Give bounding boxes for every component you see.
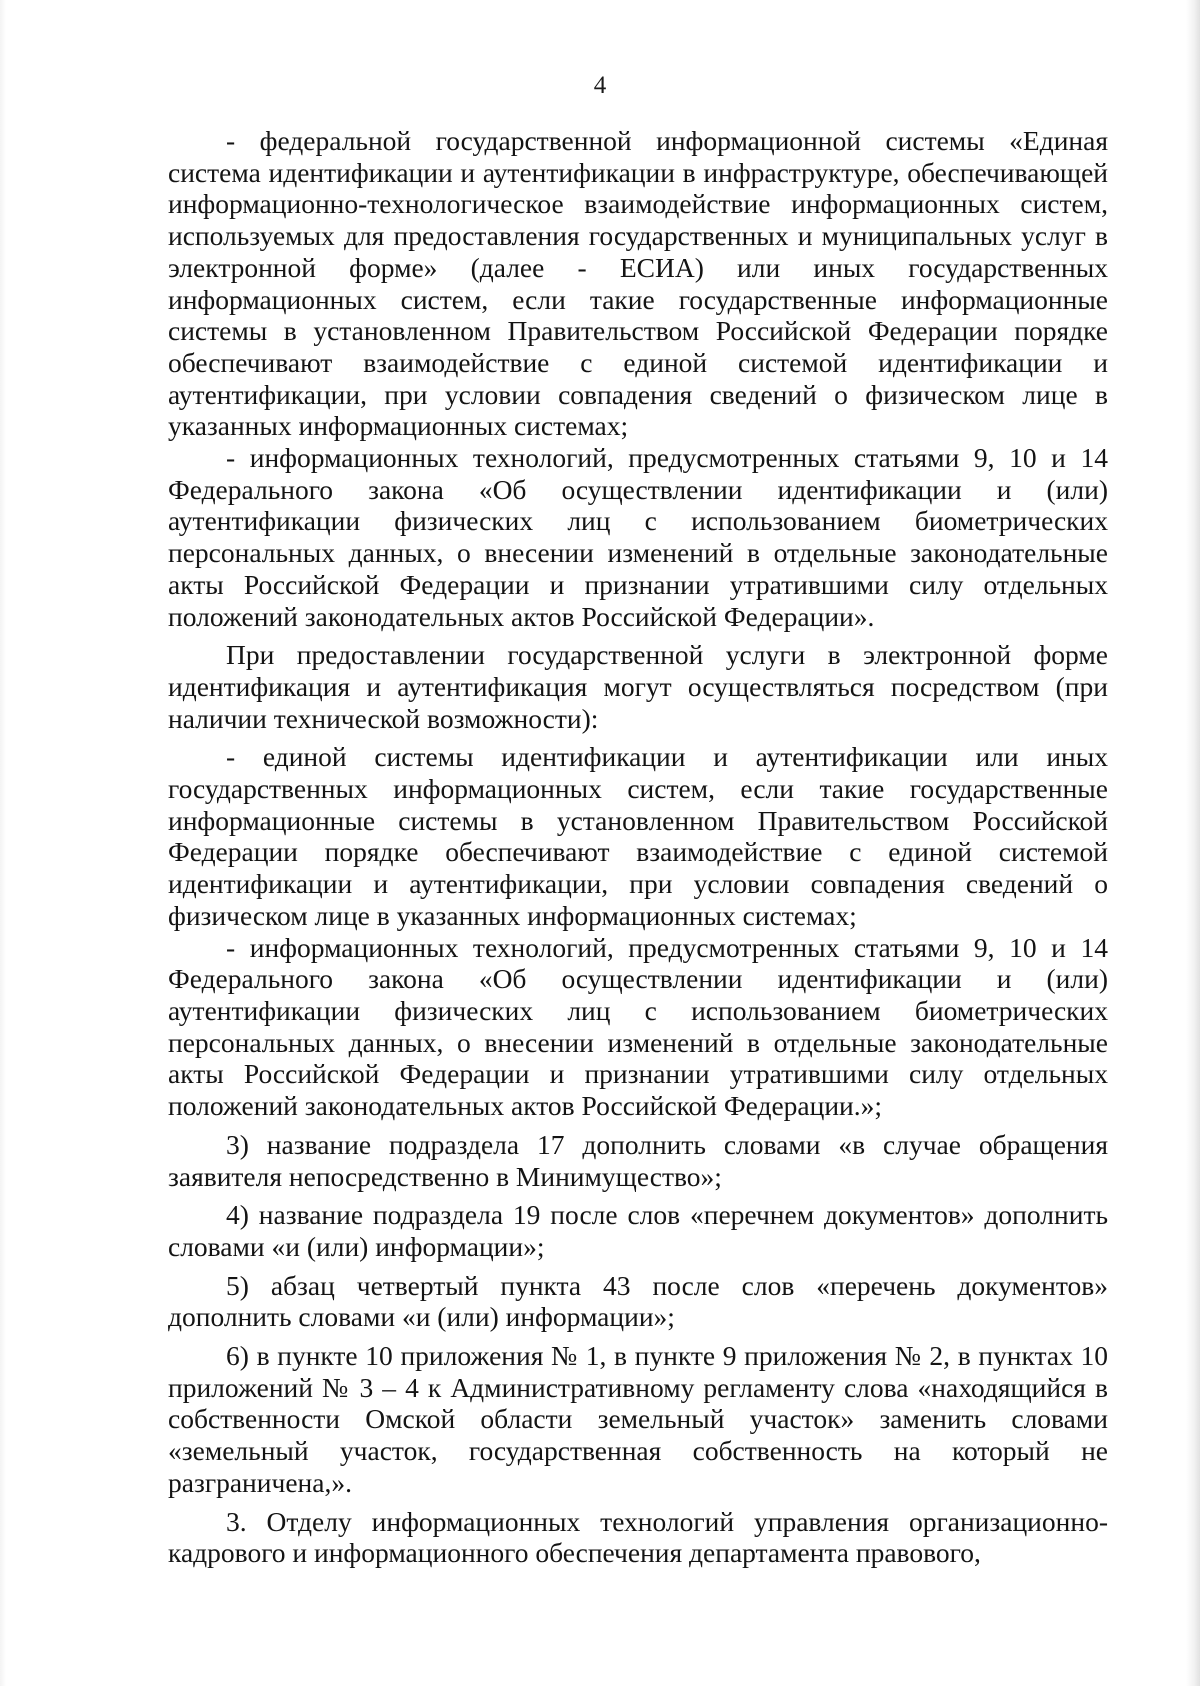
paragraph-biometric-technologies-2: - информационных технологий, предусмотренных статьями 9, 10 и 14 Федерального закона «Об осуществлении идентификации и (или) аутентификации физических лиц с использованием биометрических персональных данных, о внесении изменений в отдельные законодательные акты Российской Федерации и признании утратившими силу отдельных положений законодательных актов Российской Федерации.»;: [168, 931, 1108, 1122]
paragraph-unified-system: - единой системы идентификации и аутентификации или иных государственных информационных систем, если такие государственные информационные системы в установленном Правительством Российской Федерации порядке обеспечивают взаимодействие с единой системой идентификации и аутентификации, при условии совпадения сведений о физическом лице в указанных информационных системах;: [168, 741, 1108, 931]
paragraph-electronic-service: При предоставлении государственной услуги в электронной форме идентификация и аутентификация могут осуществляться посредством (при наличии технической возможности):: [168, 639, 1108, 734]
scan-edge-left: [0, 0, 6, 1686]
paragraph-item-3: 3) название подраздела 17 дополнить словами «в случае обращения заявителя непосредственно в Минимущество»;: [168, 1128, 1108, 1192]
paragraph-item-5: 5) абзац четвертый пункта 43 после слов «перечень документов» дополнить словами «и (или) информации»;: [168, 1269, 1108, 1333]
paragraph-esia: - федеральной государственной информационной системы «Единая система идентификации и аутентификации в инфраструктуре, обеспечивающей информационно-технологическое взаимодействие информационных систем, используемых для предоставления государственных и муниципальных услуг в электронной форме» (далее - ЕСИА) или иных государственных информационных систем, если такие государственные информационные системы в установленном Правительством Российской Федерации порядке обеспечивают взаимодействие с единой системой идентификации и аутентификации, при условии совпадения сведений о физическом лице в указанных информационных системах;: [168, 125, 1108, 442]
paragraph-item-4: 4) название подраздела 19 после слов «перечнем документов» дополнить словами «и (или) информации»;: [168, 1199, 1108, 1262]
document-body: [168, 125, 1108, 1569]
page-number: 4: [593, 72, 607, 99]
paragraph-item-6: 6) в пункте 10 приложения № 1, в пункте 9 приложения № 2, в пунктах 10 приложений № 3 – 4 к Административному регламенту слова «находящийся в собственности Омской области земельный участок» заменить словами «земельный участок, государственная собственность на который не разграничена,».: [168, 1340, 1108, 1498]
paragraph-section-3: 3. Отделу информационных технологий управления организационно-кадрового и информационного обеспечения департамента правового,: [168, 1505, 1108, 1569]
paragraph-biometric-technologies: - информационных технологий, предусмотренных статьями 9, 10 и 14 Федерального закона «Об осуществлении идентификации и (или) аутентификации физических лиц с использованием биометрических персональных данных, о внесении изменений в отдельные законодательные акты Российской Федерации и признании утратившими силу отдельных положений законодательных актов Российской Федерации».: [168, 442, 1108, 632]
scan-edge-right: [1186, 0, 1200, 1686]
